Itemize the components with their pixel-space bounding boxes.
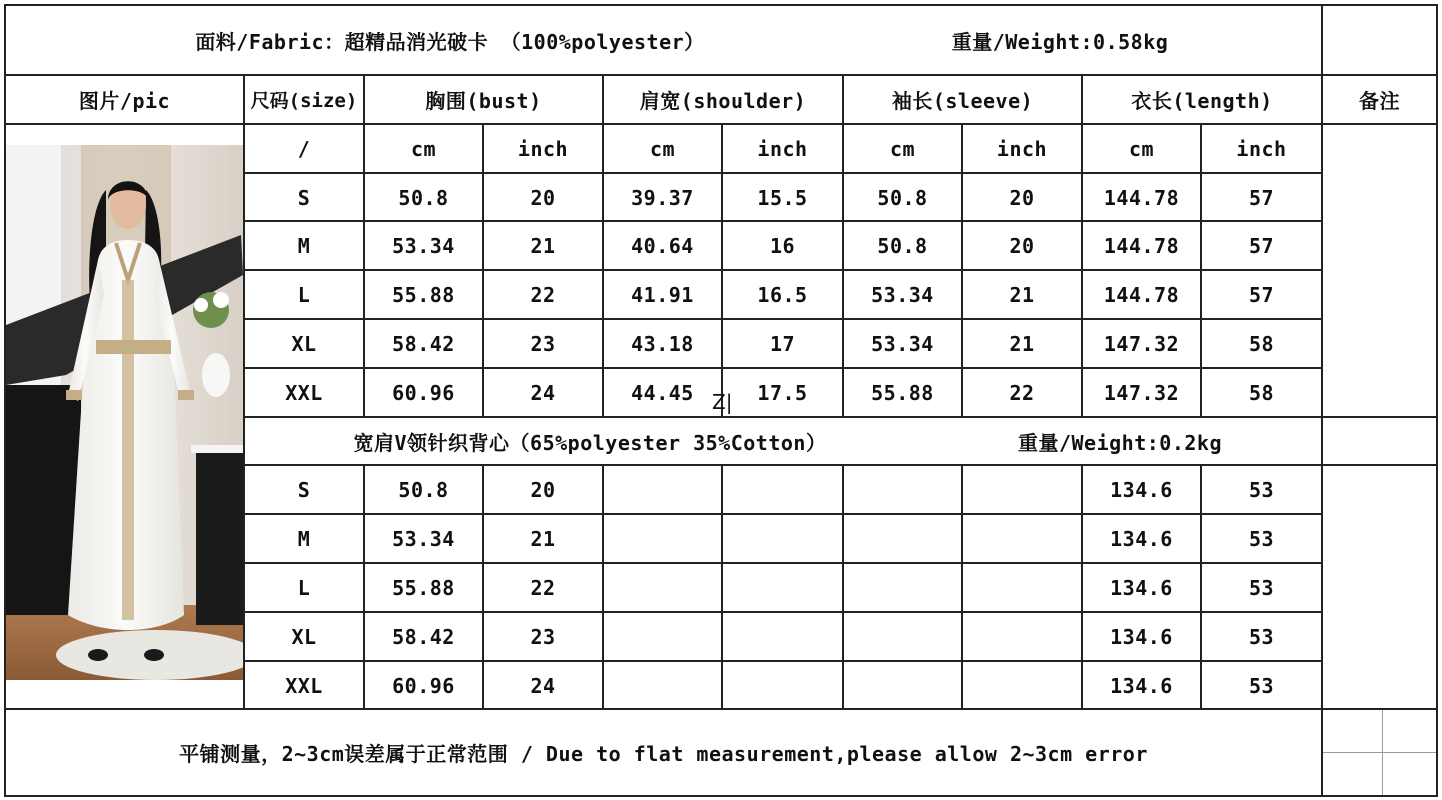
size-row-cell: 40.64: [631, 233, 694, 258]
unit-cell: cm: [1128, 136, 1155, 161]
size-row-cell: 147.32: [1103, 331, 1180, 356]
vest-row-cell: 134.6: [1110, 624, 1173, 649]
size-row-cell: 50.8: [877, 233, 928, 258]
col-header-bust: 胸围(bust): [425, 89, 542, 113]
size-row-cell: 41.91: [631, 282, 694, 307]
size-row-cell: 17: [769, 331, 796, 356]
size-row-cell: 58.42: [392, 331, 455, 356]
unit-cell: inch: [517, 136, 569, 161]
size-row-cell: 53.34: [392, 233, 455, 258]
unit-cell: cm: [410, 136, 437, 161]
vest-row-cell: 20: [530, 477, 556, 502]
unit-cell: inch: [1236, 136, 1287, 161]
text-cursor: Z|: [712, 390, 733, 414]
vest-row-cell: 134.6: [1110, 575, 1173, 600]
size-row-cell: 24: [530, 380, 556, 405]
size-row-cell: 50.8: [398, 185, 449, 210]
vest-row-cell: [723, 564, 842, 611]
product-photo: [6, 145, 243, 680]
vest-row-cell: 50.8: [398, 477, 449, 502]
vest-row-cell: [604, 515, 721, 562]
col-header-shoulder: 肩宽(shoulder): [639, 89, 807, 113]
vest-row-cell: 53.34: [392, 526, 455, 551]
vest-row-cell: S: [297, 477, 311, 502]
col-header-size: 尺码(size): [250, 90, 358, 112]
size-row-cell: 21: [1009, 282, 1035, 307]
size-row-cell: 39.37: [631, 185, 694, 210]
size-row-cell: 44.45: [631, 380, 694, 405]
vest-row-cell: 53: [1248, 624, 1275, 649]
size-row-cell: 22: [530, 282, 556, 307]
vest-row-cell: [604, 662, 721, 709]
vest-row-cell: [844, 515, 961, 562]
vest-row-cell: 53: [1248, 477, 1275, 502]
size-row-cell: 58: [1248, 331, 1275, 356]
vest-row-cell: 23: [530, 624, 556, 649]
size-row-cell: 50.8: [877, 185, 928, 210]
size-row-cell: 43.18: [631, 331, 694, 356]
size-row-cell: 55.88: [392, 282, 455, 307]
size-row-cell: L: [297, 282, 311, 307]
border-right: [1436, 4, 1438, 797]
vest-row-cell: L: [297, 575, 311, 600]
size-row-cell: 147.32: [1103, 380, 1180, 405]
size-row-cell: 15.5: [757, 185, 808, 210]
vest-row-cell: 55.88: [392, 575, 455, 600]
col-header-length: 衣长(length): [1131, 89, 1273, 113]
size-row-cell: 21: [530, 233, 556, 258]
vest-weight: 重量/Weight:0.2kg: [1017, 430, 1223, 455]
unit-cell: /: [297, 136, 311, 161]
unit-cell: cm: [889, 136, 916, 161]
size-row-cell: 21: [1009, 331, 1035, 356]
col-header-sleeve: 袖长(sleeve): [891, 89, 1034, 113]
vest-row-cell: [963, 662, 1081, 709]
weight-label: 重量/Weight:0.58kg: [951, 29, 1169, 54]
size-row-cell: 57: [1248, 233, 1275, 258]
vest-row-cell: 22: [530, 575, 556, 600]
vest-row-cell: [963, 515, 1081, 562]
vest-row-cell: [723, 613, 842, 660]
unit-cell: inch: [996, 136, 1048, 161]
size-row-cell: 53.34: [871, 331, 934, 356]
vest-row-cell: 60.96: [392, 673, 455, 698]
vest-row-cell: 58.42: [392, 624, 455, 649]
vest-row-cell: 134.6: [1110, 673, 1173, 698]
vest-row-cell: [963, 466, 1081, 513]
vest-row-cell: [844, 613, 961, 660]
size-row-cell: 53.34: [871, 282, 934, 307]
size-row-cell: 58: [1248, 380, 1275, 405]
vest-row-cell: XXL: [285, 673, 323, 698]
vest-row-cell: M: [297, 526, 311, 551]
size-row-cell: 22: [1009, 380, 1035, 405]
size-row-cell: 55.88: [871, 380, 934, 405]
vest-row-cell: [604, 466, 721, 513]
guide-line: [1382, 710, 1383, 795]
vest-row-cell: [963, 564, 1081, 611]
size-row-cell: M: [297, 233, 311, 258]
unit-cell: cm: [649, 136, 676, 161]
unit-cell: inch: [757, 136, 808, 161]
vest-row-cell: [844, 662, 961, 709]
size-row-cell: 23: [530, 331, 556, 356]
size-row-cell: XXL: [285, 380, 323, 405]
col-header-remark: 备注: [1359, 89, 1400, 113]
size-row-cell: 20: [1009, 185, 1035, 210]
size-row-cell: 20: [530, 185, 556, 210]
size-row-cell: 60.96: [392, 380, 455, 405]
size-row-cell: 144.78: [1103, 233, 1180, 258]
vest-row-cell: [963, 613, 1081, 660]
size-row-cell: XL: [291, 331, 317, 356]
vest-row-cell: [604, 564, 721, 611]
fabric-label: 面料/Fabric：超精品消光破卡 （100%polyester）: [195, 29, 705, 54]
size-row-cell: 17.5: [757, 380, 808, 405]
vest-row-cell: 53: [1248, 673, 1275, 698]
size-row-cell: 16: [769, 233, 796, 258]
vest-row-cell: 24: [530, 673, 556, 698]
vest-row-cell: [604, 613, 721, 660]
size-row-cell: 57: [1248, 185, 1275, 210]
vest-row-cell: 134.6: [1110, 477, 1173, 502]
guide-line: [1323, 752, 1436, 753]
size-row-cell: 16.5: [757, 282, 808, 307]
vest-row-cell: [723, 515, 842, 562]
vest-row-cell: 21: [530, 526, 556, 551]
vest-row-cell: XL: [291, 624, 317, 649]
vest-row-cell: [844, 466, 961, 513]
vest-row-cell: 53: [1248, 526, 1275, 551]
vest-row-cell: 134.6: [1110, 526, 1173, 551]
vest-row-cell: 53: [1248, 575, 1275, 600]
size-row-cell: S: [297, 185, 311, 210]
vest-title: 宽肩V领针织背心（65%polyester 35%Cotton）: [353, 430, 827, 455]
vest-row-cell: [723, 466, 842, 513]
size-row-cell: 57: [1248, 282, 1275, 307]
size-row-cell: 20: [1009, 233, 1035, 258]
size-row-cell: 144.78: [1103, 185, 1180, 210]
border-bottom: [4, 795, 1438, 797]
size-row-cell: 144.78: [1103, 282, 1180, 307]
vest-row-cell: [844, 564, 961, 611]
vest-row-cell: [723, 662, 842, 709]
footer-note: 平铺测量，2~3cm误差属于正常范围 / Due to flat measurement,please allow 2~3cm error: [179, 742, 1148, 766]
col-header-pic: 图片/pic: [78, 89, 171, 113]
